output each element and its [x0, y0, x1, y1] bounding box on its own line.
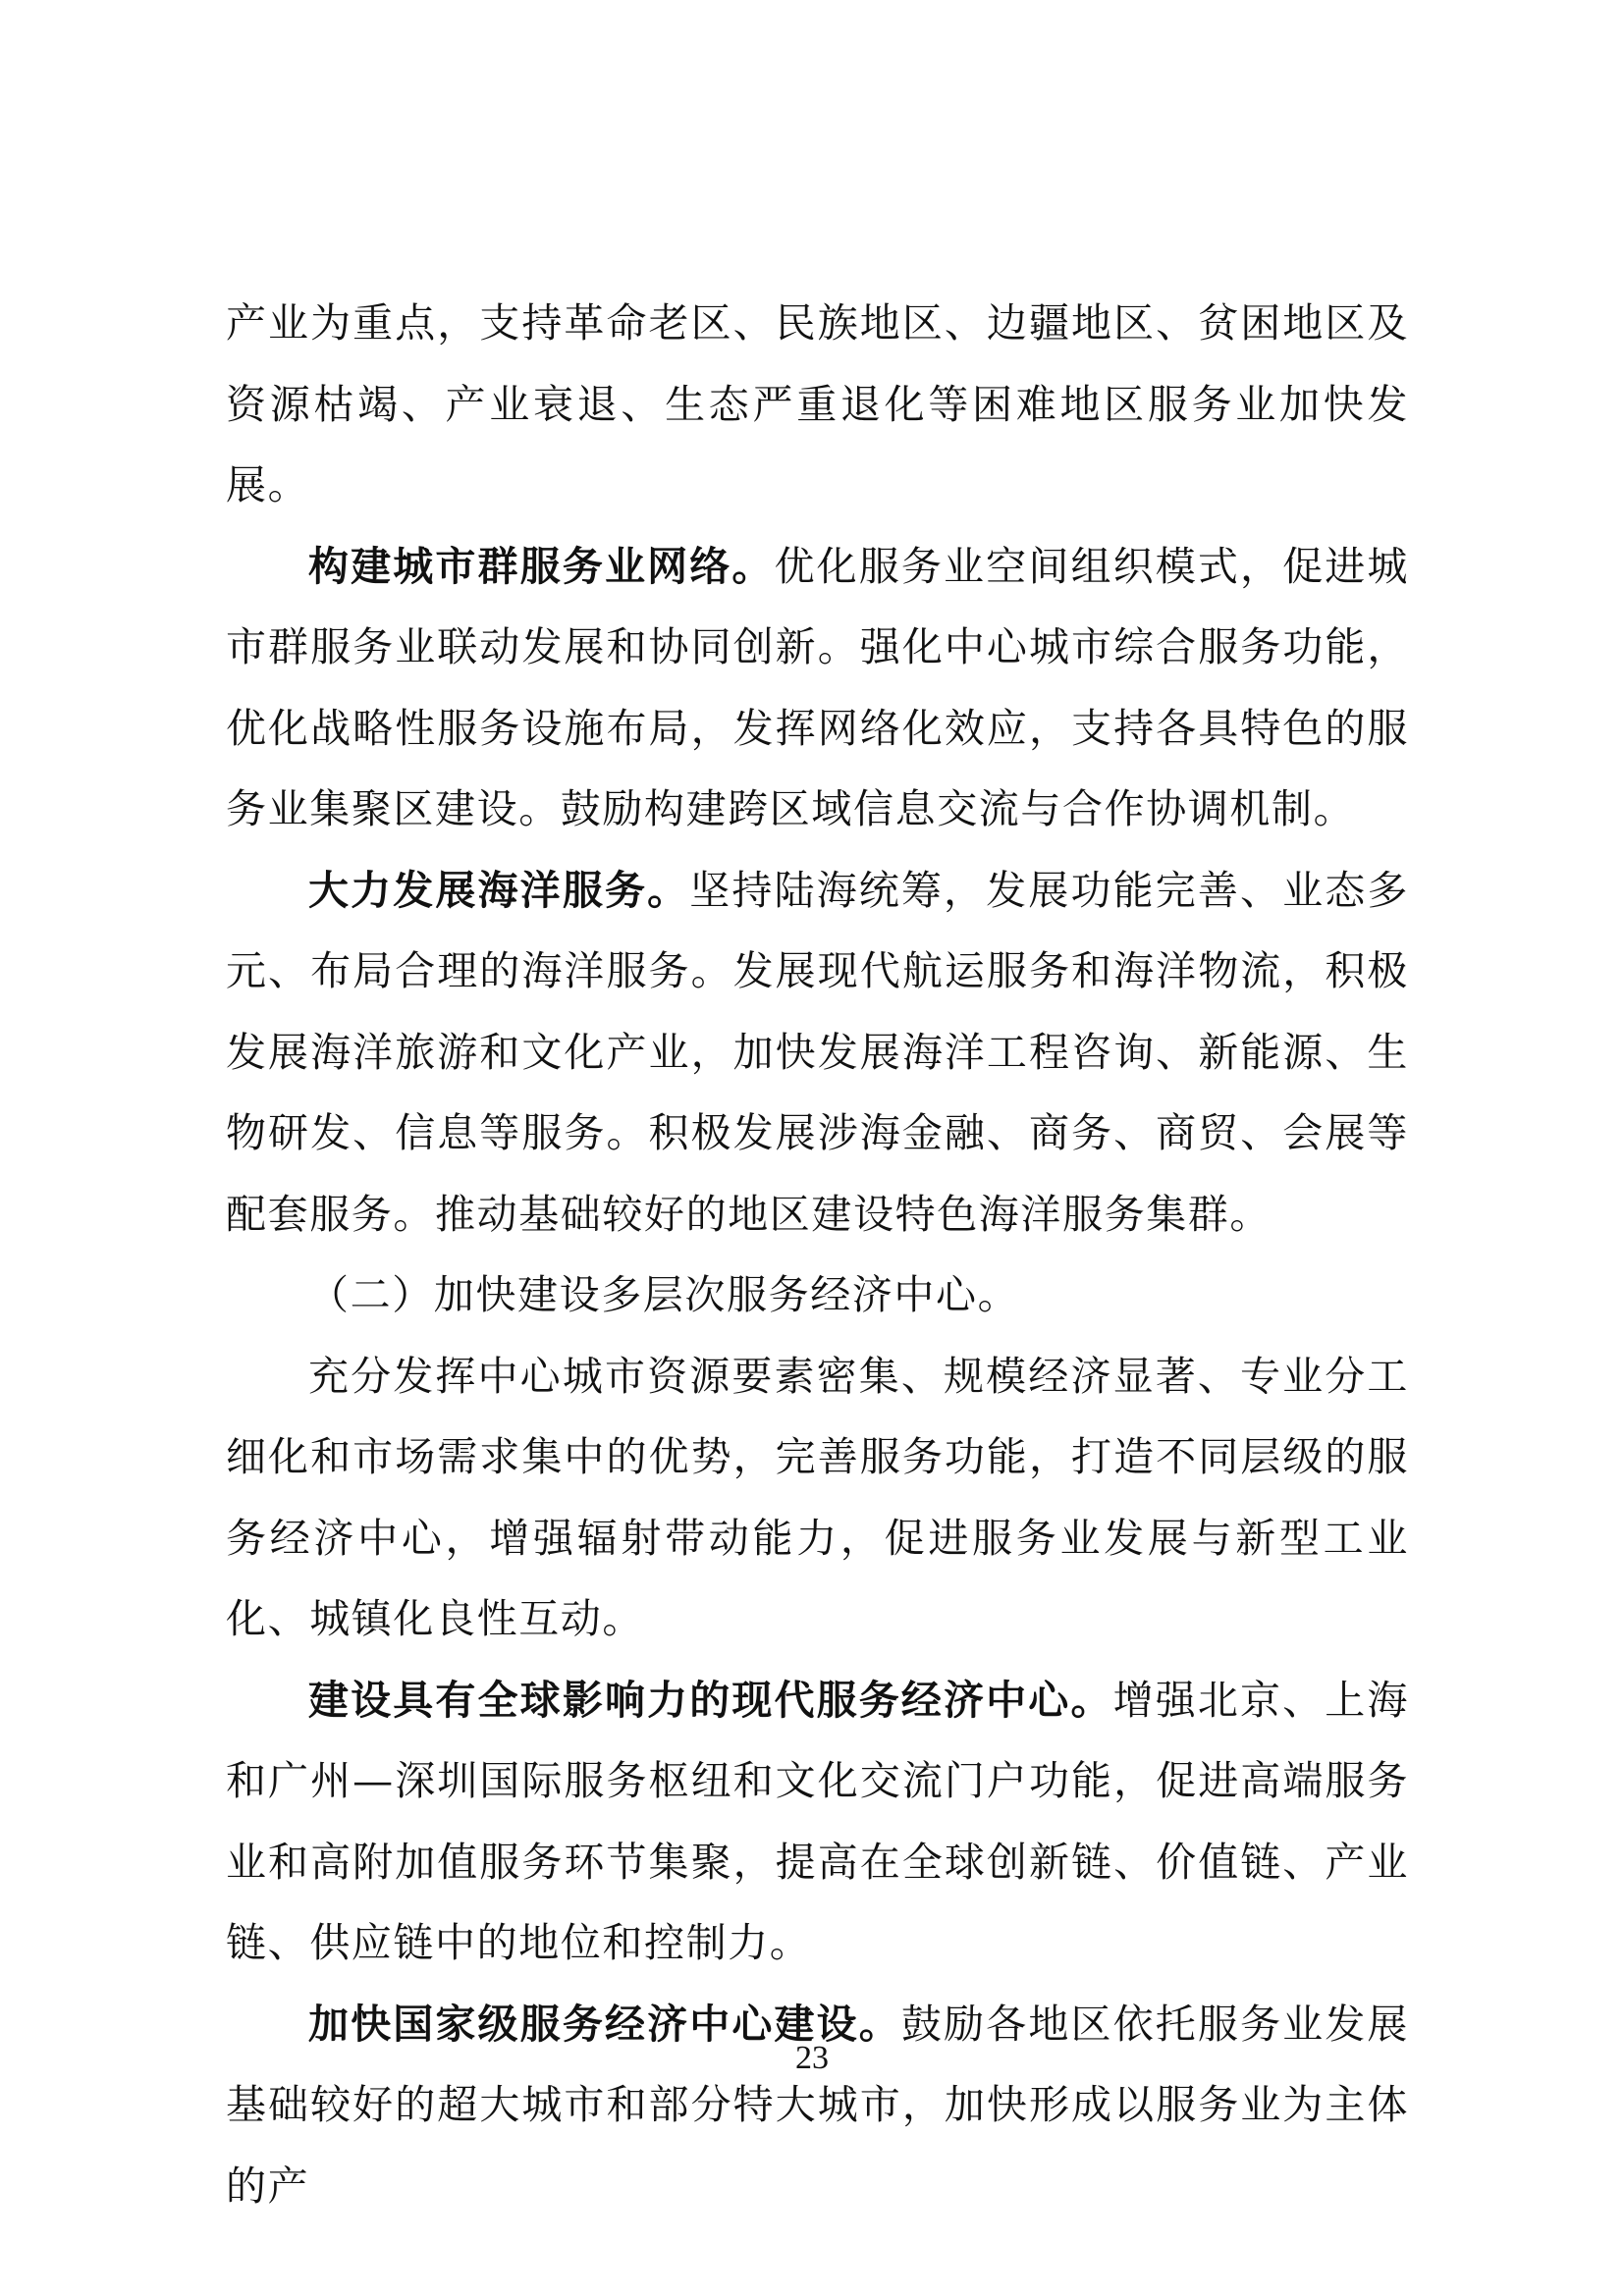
page-body: [226, 283, 1409, 2226]
paragraph-national-service-centers: [226, 1984, 1409, 2227]
paragraph-text: 充分发挥中心城市资源要素密集、规模经济显著、专业分工细化和市场需求集中的优势，完善服务功能，打造不同层级的服务经济中心，增强辐射带动能力，促进服务业发展与新型工业化、城镇化良性互动。: [226, 1352, 1409, 1642]
paragraph-central-cities: [226, 1336, 1409, 1660]
paragraph-text: 鼓励各地区依托服务业发展基础较好的超大城市和部分特大城市，加快形成以服务业为主体的产: [226, 2000, 1409, 2210]
page-number: 23: [795, 2040, 829, 2076]
paragraph-lead: 建设具有全球影响力的现代服务经济中心。: [308, 1676, 1113, 1724]
paragraph-text: 产业为重点，支持革命老区、民族地区、边疆地区、贫困地区及资源枯竭、产业衰退、生态严重退化等困难地区服务业加快发展。: [226, 299, 1409, 508]
paragraph-lead: 大力发展海洋服务。: [308, 866, 690, 914]
section-heading: （二）加快建设多层次服务经济中心。: [308, 1271, 1020, 1318]
paragraph-text: 坚持陆海统筹，发展功能完善、业态多元、布局合理的海洋服务。发展现代航运服务和海洋物流，积极发展海洋旅游和文化产业，加快发展海洋工程咨询、新能源、生物研发、信息等服务。积极发展涉海金融、商务、商贸、会展等配套服务。推动基础较好的地区建设特色海洋服务集群。: [226, 866, 1410, 1238]
paragraph-text: 优化服务业空间组织模式，促进城市群服务业联动发展和协同创新。强化中心城市综合服务功能，优化战略性服务设施布局，发挥网络化效应，支持各具特色的服务业集聚区建设。鼓励构建跨区域信息交流与合作协调机制。: [226, 542, 1409, 832]
paragraph-text: 增强北京、上海和广州—深圳国际服务枢纽和文化交流门户功能，促进高端服务业和高附加值服务环节集聚，提高在全球创新链、价值链、产业链、供应链中的地位和控制力。: [226, 1676, 1409, 1966]
paragraph-continuation: [226, 283, 1409, 526]
paragraph-city-cluster-network: [226, 526, 1409, 850]
paragraph-lead: 构建城市群服务业网络。: [308, 542, 775, 590]
paragraph-marine-services: [226, 850, 1409, 1255]
paragraph-global-service-centers: [226, 1660, 1409, 1984]
paragraph-lead: 加快国家级服务经济中心建设。: [308, 2000, 901, 2048]
